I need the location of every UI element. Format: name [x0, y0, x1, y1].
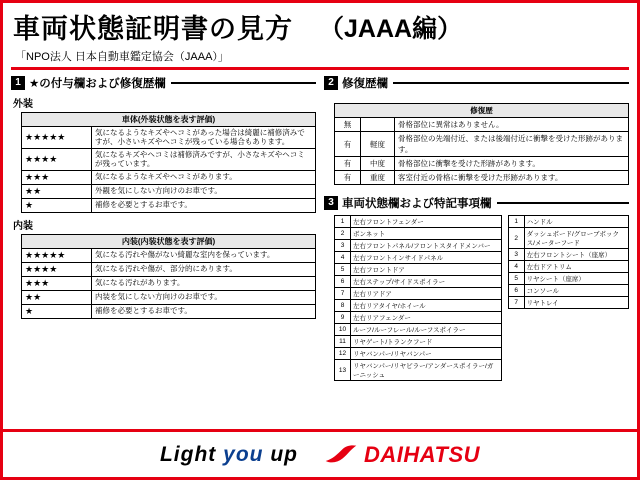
part-label: 左右ドアトリム — [524, 261, 628, 273]
repair-level — [361, 118, 395, 132]
section-2-header — [324, 75, 629, 91]
part-label: 左右フロントフェンダー — [351, 216, 502, 228]
part-label: 左右フロントパネル/フロントスタイドメンバー — [351, 240, 502, 252]
rating-desc: 補修を必要とするお車です。 — [92, 304, 316, 318]
list-item — [335, 276, 502, 288]
page-title: 車両状態証明書の見方 — [13, 14, 293, 44]
repair-level: 重度 — [361, 171, 395, 185]
repair-mark: 無 — [335, 118, 361, 132]
table-row — [22, 170, 316, 184]
part-label: 左右リアフェンダー — [351, 312, 502, 324]
part-number: 1 — [335, 216, 351, 228]
rating-stars: ★★★★ — [22, 262, 92, 276]
rating-stars: ★ — [22, 198, 92, 212]
interior-table — [21, 234, 316, 319]
part-label: リヤトレイ — [524, 297, 628, 309]
parts-right-wrap — [508, 215, 629, 381]
part-label: ルーフ/ルーフレール/ルーフスポイラー — [351, 324, 502, 336]
part-number: 2 — [335, 228, 351, 240]
repair-desc: 骨格部位に衝撃を受けた形跡があります。 — [395, 157, 629, 171]
part-number: 12 — [335, 348, 351, 360]
part-number: 7 — [335, 288, 351, 300]
part-number: 3 — [335, 240, 351, 252]
interior-table-wrap — [21, 234, 316, 319]
part-number: 3 — [508, 249, 524, 261]
part-number: 13 — [335, 360, 351, 381]
part-label: 左右フロントシート（座席） — [524, 249, 628, 261]
list-item — [508, 285, 628, 297]
repair-level: 中度 — [361, 157, 395, 171]
table-row — [22, 148, 316, 170]
brand-name: DAIHATSU — [363, 441, 481, 467]
list-item — [335, 264, 502, 276]
part-number: 1 — [508, 216, 524, 228]
exterior-col-header: 車体(外装状態を表す評価) — [22, 113, 316, 127]
table-row — [335, 132, 629, 157]
rating-desc: 気になるキズやヘコミは補修済みですが、小さなキズやヘコミが残っています。 — [92, 148, 316, 170]
list-item — [508, 273, 628, 285]
rating-stars: ★★ — [22, 290, 92, 304]
page-title-suffix: （JAAA編） — [319, 14, 463, 43]
table-row — [22, 127, 316, 149]
table-row — [22, 262, 316, 276]
red-divider — [11, 67, 629, 70]
rating-desc: 気になる汚れがあります。 — [92, 276, 316, 290]
repair-table-wrap — [334, 103, 629, 185]
part-number: 7 — [508, 297, 524, 309]
table-row — [22, 276, 316, 290]
interior-col-header: 内装(内装状態を表す評価) — [22, 234, 316, 248]
table-row — [22, 304, 316, 318]
repair-mark: 有 — [335, 132, 361, 157]
rating-stars: ★★★★★ — [22, 127, 92, 149]
section-1-header — [11, 75, 316, 91]
repair-mark: 有 — [335, 157, 361, 171]
rating-stars: ★★★ — [22, 276, 92, 290]
part-label: コンソール — [524, 285, 628, 297]
table-row — [335, 104, 629, 118]
left-column — [11, 75, 316, 381]
rating-desc: 気になるようなキズやヘコミがあります。 — [92, 170, 316, 184]
table-row — [22, 198, 316, 212]
table-row — [22, 113, 316, 127]
parts-lists — [334, 215, 629, 381]
parts-left-wrap — [334, 215, 502, 381]
section-1-title: ★の付与欄および修復歴欄 — [29, 78, 166, 90]
table-row — [22, 234, 316, 248]
part-label: 左右フロントインサイドパネル — [351, 252, 502, 264]
section-3-rule — [497, 202, 630, 204]
part-label: リヤシート（座席） — [524, 273, 628, 285]
exterior-group-label: 外装 — [13, 99, 33, 110]
section-2-number: 2 — [324, 76, 338, 90]
list-item — [508, 297, 628, 309]
list-item — [335, 348, 502, 360]
repair-desc: 骨格部位に異常はありません。 — [395, 118, 629, 132]
part-label: リヤバンパー/リヤピラー/アンダースポイラー/ガーニッシュ — [351, 360, 502, 381]
section-3-title: 車両状態欄および特記事項欄 — [342, 198, 492, 210]
rating-desc: 気になる汚れや傷が、部分的にあります。 — [92, 262, 316, 276]
footer — [3, 429, 637, 477]
rating-desc: 気になるようなキズやヘコミがあった場合は綺麗に補修済みですが、小さいキズやヘコミが残っている場合もあります。 — [92, 127, 316, 149]
list-item — [335, 324, 502, 336]
interior-group-label: 内装 — [13, 220, 33, 232]
part-number: 10 — [335, 324, 351, 336]
repair-mark: 有 — [335, 171, 361, 185]
exterior-table — [21, 112, 316, 213]
table-row — [22, 248, 316, 262]
list-item — [508, 228, 628, 249]
list-item — [335, 312, 502, 324]
list-item — [335, 228, 502, 240]
list-item — [335, 240, 502, 252]
rating-desc: 内装を気にしない方向けのお車です。 — [92, 290, 316, 304]
slogan — [160, 443, 298, 467]
list-item — [335, 360, 502, 381]
part-label: ハンドル — [524, 216, 628, 228]
list-item — [335, 252, 502, 264]
part-label: リヤゲート/トランクフード — [351, 336, 502, 348]
section-1-rule — [171, 82, 316, 84]
part-label: 左右リアドア — [351, 288, 502, 300]
part-number: 2 — [508, 228, 524, 249]
rating-stars: ★★★ — [22, 170, 92, 184]
section-1-number: 1 — [11, 76, 25, 90]
part-number: 5 — [335, 264, 351, 276]
slogan-part-2: you — [223, 442, 264, 466]
parts-right-table — [508, 215, 629, 309]
section-2-rule — [393, 82, 629, 84]
part-number: 4 — [335, 252, 351, 264]
list-item — [335, 216, 502, 228]
list-item — [335, 300, 502, 312]
part-label: 左右ステップ/サイドスポイラー — [351, 276, 502, 288]
part-label: ボンネット — [351, 228, 502, 240]
repair-desc: 客室付近の骨格に衝撃を受けた形跡があります。 — [395, 171, 629, 185]
part-number: 4 — [508, 261, 524, 273]
section-2-title: 修復歴欄 — [342, 78, 388, 90]
daihatsu-logo-icon — [324, 442, 358, 468]
table-row — [22, 290, 316, 304]
repair-desc: 骨格部位の先端付近、または後端付近に衝撃を受けた形跡があります。 — [395, 132, 629, 157]
part-number: 6 — [335, 276, 351, 288]
rating-desc: 外観を気にしない方向けのお車です。 — [92, 184, 316, 198]
rating-stars: ★★ — [22, 184, 92, 198]
table-row — [335, 118, 629, 132]
brand-lockup — [324, 442, 480, 468]
slogan-part-1: Light — [159, 442, 224, 466]
repair-history-table — [334, 103, 629, 185]
rating-stars: ★★★★★ — [22, 248, 92, 262]
slogan-part-3: up — [263, 442, 298, 466]
part-number: 6 — [508, 285, 524, 297]
repair-level: 軽度 — [361, 132, 395, 157]
rating-stars: ★ — [22, 304, 92, 318]
part-number: 9 — [335, 312, 351, 324]
rating-desc: 補修を必要とするお車です。 — [92, 198, 316, 212]
section-3-header — [324, 195, 629, 211]
right-column — [324, 75, 629, 381]
exterior-table-wrap — [21, 112, 316, 213]
table-row — [335, 157, 629, 171]
part-label: ダッシュボード/グローブボックス/メーターフード — [524, 228, 628, 249]
part-label: 左右フロントドア — [351, 264, 502, 276]
list-item — [335, 288, 502, 300]
table-row — [335, 171, 629, 185]
parts-left-table — [334, 215, 502, 381]
rating-desc: 気になる汚れや傷がない綺麗な室内を保っています。 — [92, 248, 316, 262]
list-item — [335, 336, 502, 348]
list-item — [508, 261, 628, 273]
rating-stars: ★★★★ — [22, 148, 92, 170]
repair-col-header: 修復歴 — [335, 104, 629, 118]
page-subtitle: 「NPO法人 日本自動車鑑定協会（JAAA）」 — [15, 51, 229, 63]
section-3-number: 3 — [324, 196, 338, 210]
table-row — [22, 184, 316, 198]
content-columns — [3, 75, 637, 381]
part-number: 8 — [335, 300, 351, 312]
part-number: 11 — [335, 336, 351, 348]
part-label: 左右リアタイヤ/ホイール — [351, 300, 502, 312]
part-number: 5 — [508, 273, 524, 285]
list-item — [508, 216, 628, 228]
part-label: リヤバンパー/リヤバンパー — [351, 348, 502, 360]
list-item — [508, 249, 628, 261]
title-row — [3, 3, 637, 46]
